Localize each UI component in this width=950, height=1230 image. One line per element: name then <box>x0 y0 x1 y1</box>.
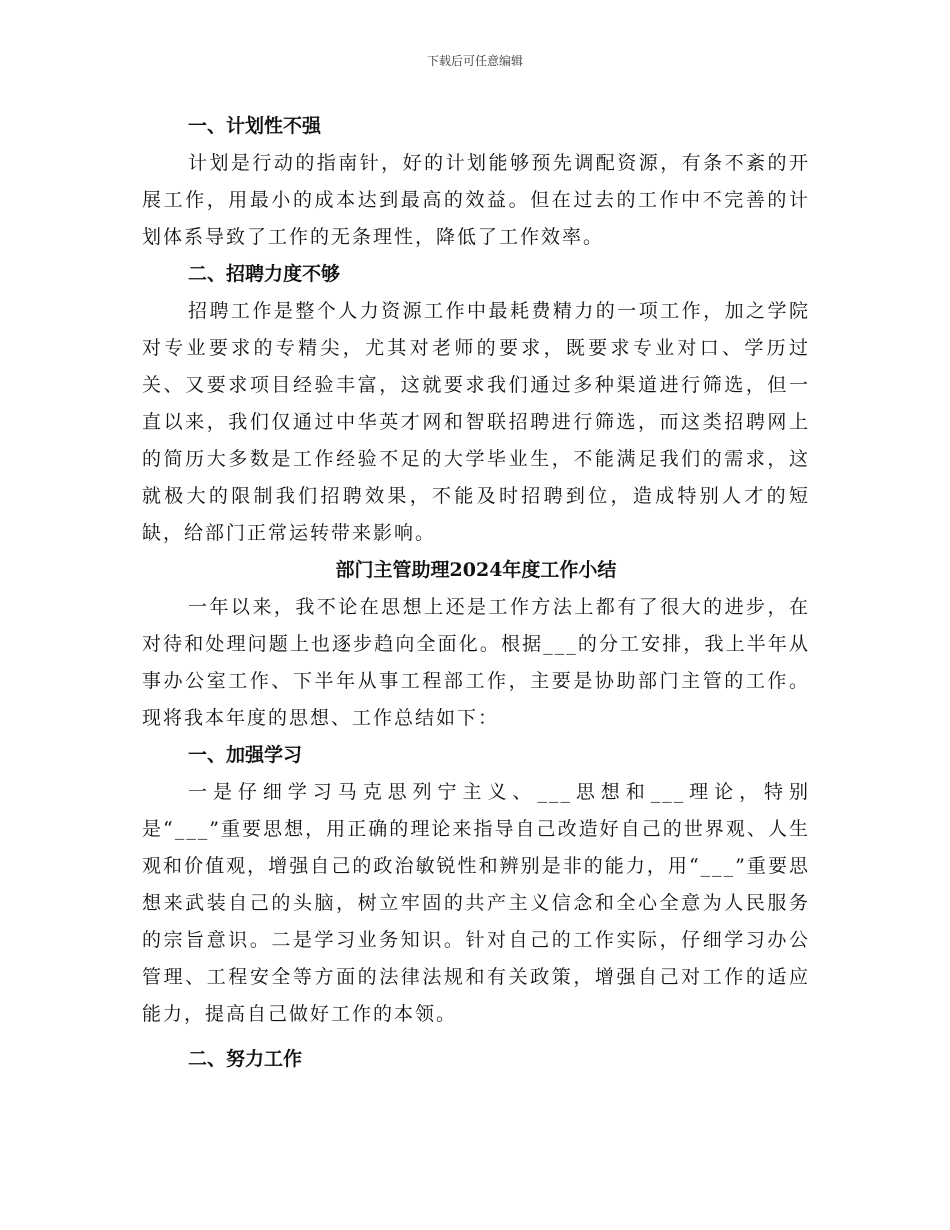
section-heading-study: 一、加强学习 <box>188 744 303 766</box>
paragraph-study: 一是仔细学习马克思列宁主义、___思想和___理论，特别是“___”重要思想，用正确的理论来指导自己改造好自己的世界观、人生观和价值观，增强自己的政治敏锐性和辨别是非的能力，用“___”重要思想来武装自己的头脑，树立牢固的共产主义信念和全心全意为人民服务的宗旨意识。二是学习业务知识。针对自己的工作实际，仔细学习办公管理、工程安全等方面的法律法规和有关政策，增强自己对工作的适应能力，提高自己做好工作的本领。 <box>142 781 810 1025</box>
paragraph-summary-intro: 一年以来，我不论在思想上还是工作方法上都有了很大的进步，在对待和处理问题上也逐步趋向全面化。根据___的分工安排，我上半年从事办公室工作、下半年从事工程部工作，主要是协助部门主管的工作。现将我本年度的思想、工作总结如下： <box>142 596 810 729</box>
document-title: 部门主管助理2024年度工作小结 <box>335 559 617 581</box>
paragraph-recruit: 招聘工作是整个人力资源工作中最耗费精力的一项工作，加之学院对专业要求的专精尖，尤其对老师的要求，既要求专业对口、学历过关、又要求项目经验丰富，这就要求我们通过多种渠道进行筛选，但一直以来，我们仅通过中华英才网和智联招聘进行筛选，而这类招聘网上的简历大多数是工作经验不足的大学毕业生，不能满足我们的需求，这就极大的限制我们招聘效果，不能及时招聘到位，造成特别人才的短缺，给部门正常运转带来影响。 <box>142 300 810 544</box>
document-body <box>142 108 810 1078</box>
paragraph-plan: 计划是行动的指南针，好的计划能够预先调配资源，有条不紊的开展工作，用最小的成本达到最高的效益。但在过去的工作中不完善的计划体系导致了工作的无条理性，降低了工作效率。 <box>142 152 810 248</box>
page-header-note: 下载后可任意编辑 <box>426 54 523 68</box>
section-heading-recruit: 二、招聘力度不够 <box>188 263 341 285</box>
section-heading-plan: 一、计划性不强 <box>188 115 322 137</box>
section-heading-work: 二、努力工作 <box>188 1048 303 1070</box>
